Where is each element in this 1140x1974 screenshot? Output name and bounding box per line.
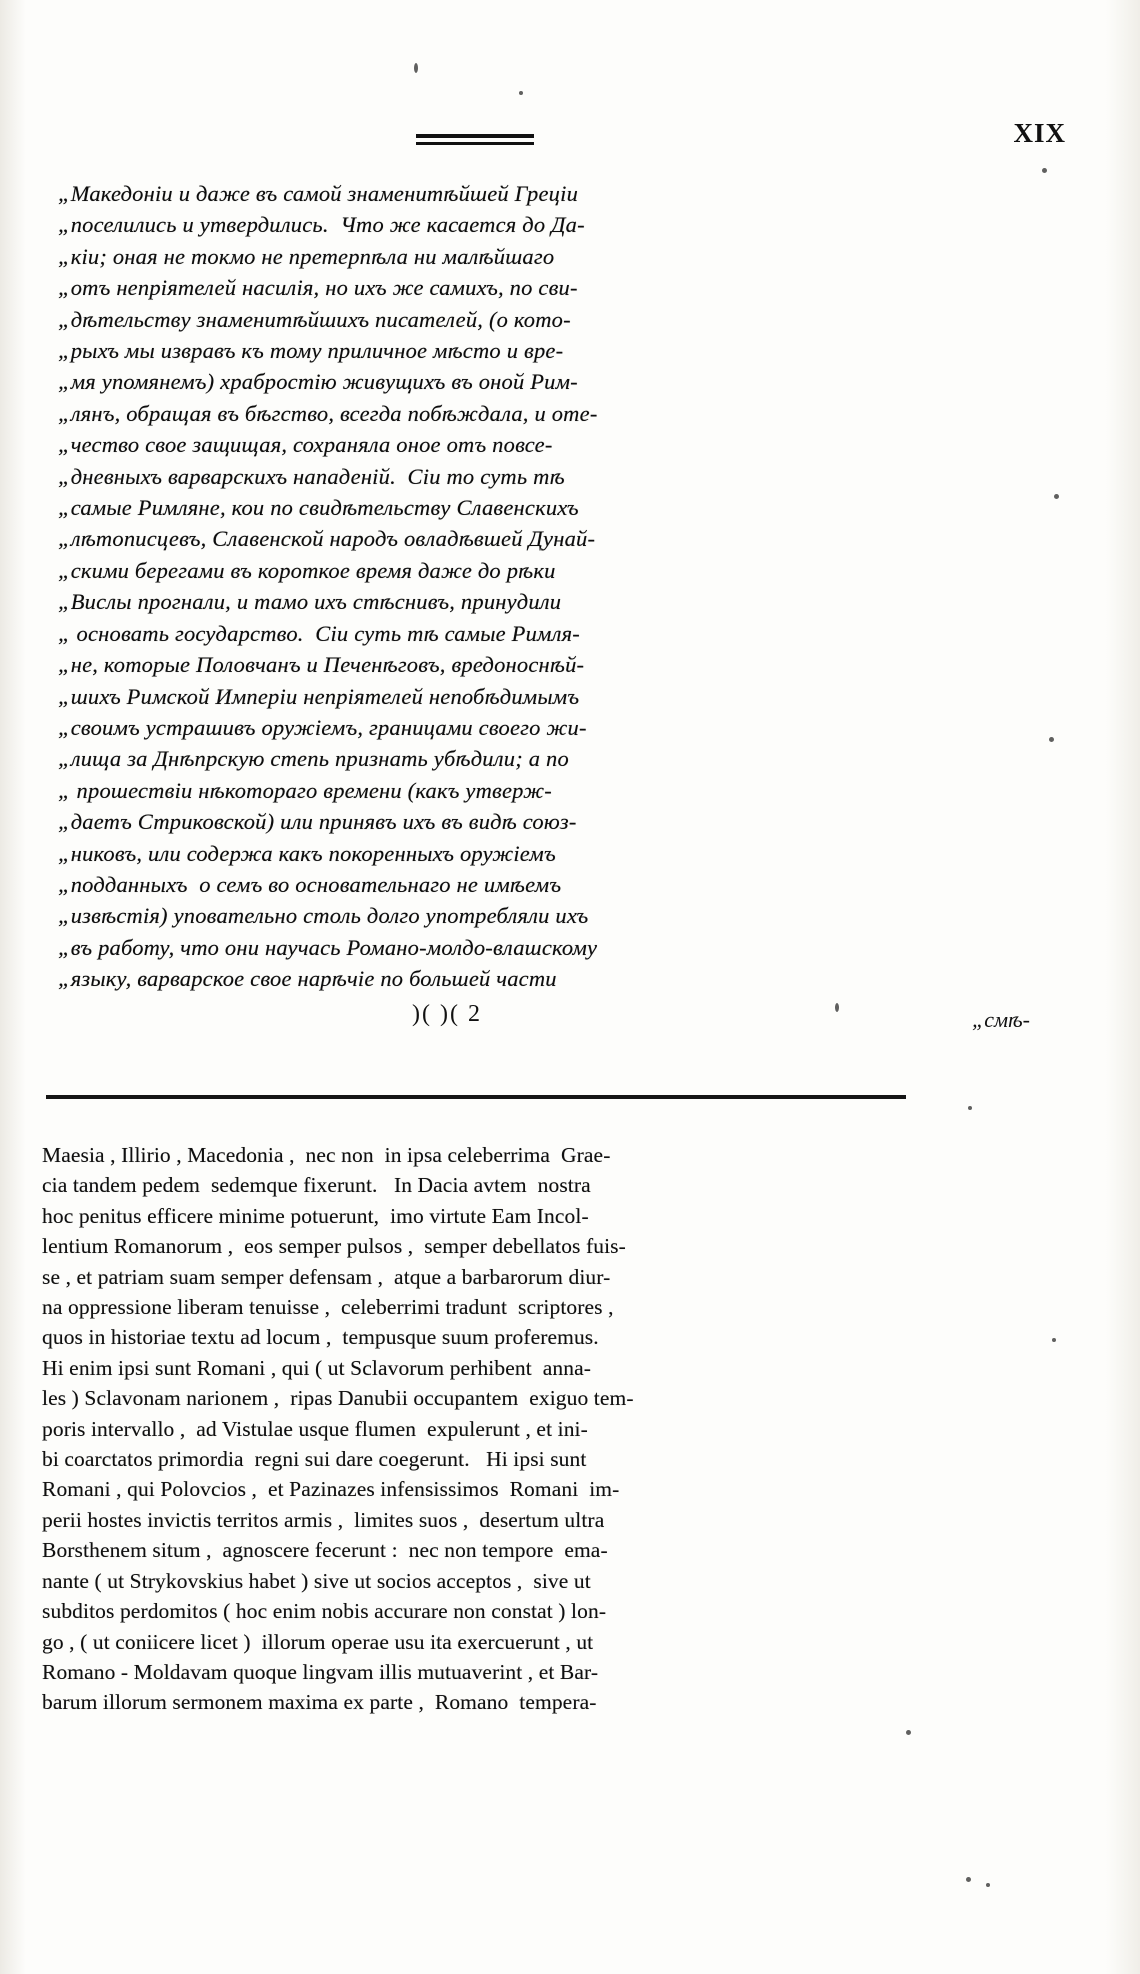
text-line: subditos perdomitos ( hoc enim nobis accurare non constat ) lon- bbox=[42, 1599, 607, 1624]
scan-speck bbox=[966, 1877, 971, 1882]
text-line: „лянъ, обращая въ бѣгство, всегда побѣждала, и оте- bbox=[58, 400, 598, 426]
page-number: XIX bbox=[1013, 118, 1066, 148]
text-line: „даетъ Стриковской) или принявъ ихъ въ видѣ союз- bbox=[58, 809, 577, 835]
text-line: „извѣстiя) уповательно столь долго употребляли ихъ bbox=[58, 903, 589, 929]
text-line: „лища за Днѣпрскую степь признать убѣдили; а по bbox=[58, 746, 569, 772]
text-line: „чество свое защищая, сохраняла оное отъ повсе- bbox=[58, 432, 553, 458]
page-left-margin bbox=[0, 0, 26, 1974]
text-line: „дневныхъ варварскихъ нападенiй. Сiи то суть тѣ bbox=[58, 463, 565, 489]
text-line: se , et patriam suam semper defensam , atque a barbarorum diur- bbox=[42, 1264, 611, 1289]
scan-speck bbox=[1042, 168, 1047, 173]
text-line: „дѣтельству знаменитѣйшихъ писателей, (о кото- bbox=[58, 306, 571, 332]
text-line: „въ работу, что они научась Романо-молдо-влашскому bbox=[58, 934, 598, 960]
page-right-margin bbox=[1106, 0, 1140, 1974]
cyrillic-text-block bbox=[58, 178, 1068, 1035]
text-line: „поселились и утвердились. Что же касается до Да- bbox=[58, 212, 585, 238]
text-line: „ основать государство. Сiи суть тѣ самые Римля- bbox=[58, 620, 580, 646]
signature-row bbox=[58, 1001, 1068, 1035]
page-header bbox=[0, 118, 1140, 158]
text-line: „не, которые Половчанъ и Печенѣговъ, вредоноснѣй- bbox=[58, 652, 585, 678]
scan-speck bbox=[835, 1003, 839, 1012]
text-line: „никовъ, или содержа какъ покоренныхъ оружiемъ bbox=[58, 840, 556, 866]
scan-speck bbox=[968, 1106, 972, 1110]
text-line: „кiи; оная не токмо не претерпѣла ни малѣйшаго bbox=[58, 243, 555, 269]
text-line: „шихъ Римской Имперiи непрiятелей непобѣдимымъ bbox=[58, 683, 580, 709]
scan-speck bbox=[1049, 737, 1054, 742]
text-line: „языку, варварское свое нарѣчiе по большей части bbox=[58, 966, 557, 992]
text-line: Hi enim ipsi sunt Romani , qui ( ut Sclavorum perhibent anna- bbox=[42, 1355, 591, 1380]
catchword: „смѣ- bbox=[971, 1006, 1030, 1032]
text-line: go , ( ut coniicere licet ) illorum operae usu ita exercuerunt , ut bbox=[42, 1629, 594, 1654]
text-line: barum illorum sermonem maxima ex parte , Romano tempera- bbox=[42, 1690, 597, 1715]
scan-speck bbox=[906, 1730, 911, 1735]
text-line: „мя упомянемъ) храбростiю живущихъ въ оной Рим- bbox=[58, 369, 578, 395]
text-line: „отъ непрiятелей насилiя, но ихъ же самихъ, по сви- bbox=[58, 275, 578, 301]
text-line: Borsthenem situm , agnoscere fecerunt : nec non tempore ema- bbox=[42, 1538, 608, 1563]
scan-speck bbox=[519, 91, 523, 95]
signature-mark: )( )( 2 bbox=[412, 1000, 482, 1027]
text-line: „Вислы прогнали, и тамо ихъ стѣснивъ, принудили bbox=[58, 589, 562, 615]
text-line: „ прошествiи нѣкотораго времени (какъ утверж- bbox=[58, 777, 552, 803]
text-line: hoc penitus efficere minime potuerunt, imo virtute Eam Incol- bbox=[42, 1203, 589, 1228]
scan-speck bbox=[1054, 494, 1059, 499]
scan-speck bbox=[1052, 1338, 1056, 1342]
text-line: „лѣтописцевъ, Славенской народъ овладѣвшей Дунай- bbox=[58, 526, 596, 552]
text-line: „Македонiи и даже въ самой знаменитѣйшей Грецiи bbox=[58, 181, 579, 206]
text-line: „самые Римляне, кои по свидѣтельству Славенскихъ bbox=[58, 495, 579, 521]
text-line: nante ( ut Strykovskius habet ) sive ut socios acceptos , sive ut bbox=[42, 1568, 591, 1593]
text-line: Maesia , Illirio , Macedonia , nec non in ipsa celeberrima Grae- bbox=[42, 1143, 611, 1167]
scan-speck bbox=[414, 63, 418, 73]
text-line: poris intervallo , ad Vistulae usque flumen expulerunt , et ini- bbox=[42, 1416, 588, 1441]
text-line: bi coarctatos primordia regni sui dare coegerunt. Hi ipsi sunt bbox=[42, 1447, 587, 1472]
text-line: „своимъ устрашивъ оружiемъ, границами своего жи- bbox=[58, 714, 587, 740]
text-line: na oppressione liberam tenuisse , celeberrimi tradunt scriptores , bbox=[42, 1295, 614, 1320]
text-line: „скими берегами въ короткое время даже до рѣки bbox=[58, 557, 556, 583]
latin-text-block bbox=[42, 1140, 894, 1718]
double-rule-ornament bbox=[416, 134, 534, 145]
text-line: quos in historiae textu ad locum , tempusque suum proferemus. bbox=[42, 1325, 599, 1350]
text-line: Romano - Moldavam quoque lingvam illis mutuaverint , et Bar- bbox=[42, 1659, 599, 1684]
scan-speck bbox=[986, 1883, 990, 1887]
text-line: Romani , qui Polovcios , et Pazinazes infensissimos Romani im- bbox=[42, 1477, 620, 1502]
text-line: cia tandem pedem sedemque fixerunt. In Dacia avtem nostra bbox=[42, 1173, 591, 1198]
text-line: perii hostes invictis territos armis , limites suos , desertum ultra bbox=[42, 1507, 605, 1532]
section-divider bbox=[46, 1095, 906, 1099]
text-line: lentium Romanorum , eos semper pulsos , semper debellatos fuis- bbox=[42, 1234, 626, 1259]
text-line: „подданныхъ о семъ во основательнаго не имѣемъ bbox=[58, 871, 562, 897]
text-line: les ) Sclavonam narionem , ripas Danubii occupantem exiguo tem- bbox=[42, 1386, 634, 1411]
text-line: „рыхъ мы извравъ къ тому приличное мѣсто и вре- bbox=[58, 338, 564, 364]
